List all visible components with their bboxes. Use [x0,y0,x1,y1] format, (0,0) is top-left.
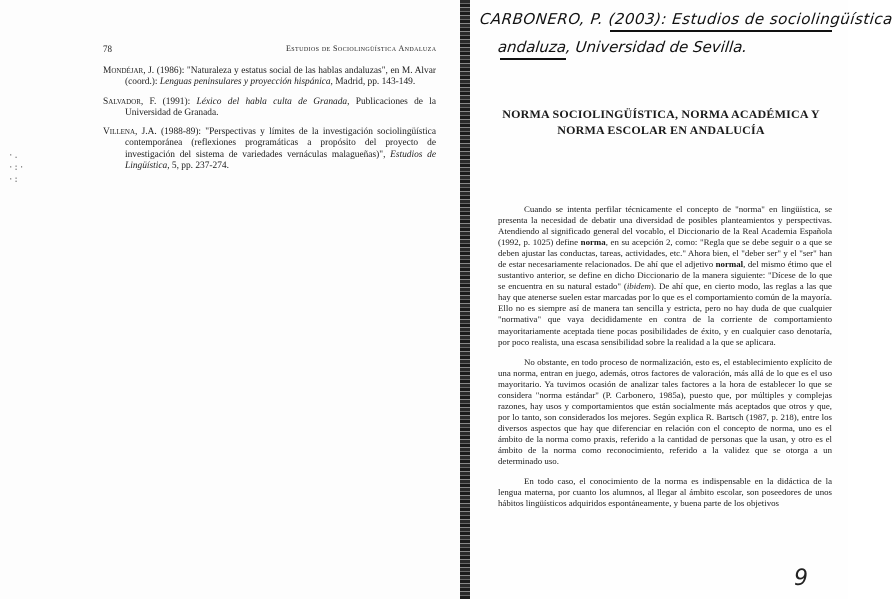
reference-text: , Madrid, pp. 143-149. [330,77,416,88]
chapter-title-line: NORMA ESCOLAR EN ANDALUCÍA [557,123,765,137]
paragraph-text: , en su acepción 2, como: "Regla que se debe seguir o a que se deben ajustar las conductas, tareas, actividades, etc." Ahora bien, el "deber ser" y el "ser" han de estar necesariamente relacionados. De ahí que el adjetivo [498,237,832,270]
handwritten-citation-line-2: andaluza, Universidad de Sevilla. [497,38,749,56]
margin-mark: ·:· [8,163,25,173]
reference-author: Villena, J.A. [103,127,157,138]
running-head: Estudios de Sociolingüística Andaluza [286,44,437,53]
margin-mark: ·. [8,151,19,161]
handwritten-page-mark: 9 [794,566,808,591]
reference-author: Mondéjar, J. [103,66,155,76]
references-list [103,66,436,180]
handwritten-underline [500,58,566,60]
right-page [470,0,894,599]
paragraph: No obstante, en todo proceso de normalización, esto es, el establecimiento explícito de una norma, entran en juego, además, otros factores de valoración, más allá de lo que es el uso mayoritario. Ya tuvimos ocasión de analizar tales factores a la hora de establecer lo que se considera "norma estándar" (P. Carbonero, 1985a), puesto que, por múltiples y complejas razones, hay usos y comportamientos que están socialmente más aceptados que otros y que, por lo tanto, son considerados los mejores. Según explica R. Bartsch (1987, p. 218), entre los diversos aspectos que hay que diferenciar en relación con el concepto de norma, uno es el ámbito de la norma como praxis, referido a la cantidad de personas que la usan, y otro es el ámbito de la norma como reconocimiento, referido a la validez que se otorga a un determinado uso. [498,356,832,467]
paragraph-text: ). De ahí que, en cierto modo, las reglas a las que hay que atenerse suelen estar marcadas por lo que es el comportamiento común de la mayoría. Ello no es siempre así de manera tan sencilla y estricta, pero no hay duda de que cualquier "normativa" que vaya decididamente en contra de la corriente de comportamiento mayoritariamente aceptada tiene pocas posibilidades de éxito, y en cualquier caso denotaría, por poco realista, una escasa sensibilidad sobre la realidad a la que se aplicara. [498,281,832,347]
italic-term: ibidem [626,281,651,292]
paragraph-text: , del mismo étimo que el sustantivo anterior, se define en dicho Diccionario de la manera siguiente: "Dícese de lo que se encuentra en su natural estado" ( [498,259,832,292]
reference-title: Lenguas peninsulares y proyección hispánica [159,77,331,88]
bold-term: normal [715,259,744,270]
page-number: 78 [103,44,112,54]
margin-marks [8,150,38,210]
reference-title: Estudios de Lingüística [125,149,436,172]
paragraph-text: Cuando se intenta perfilar técnicamente el concepto de "norma" en lingüística, se presenta la necesidad de debatir una diversidad de posibles planteamientos y perspectivas. Atendiendo al significado general del vocablo, el Diccionario de la Real Academia Española (1992, p. 1025) define [498,204,832,248]
handwritten-underline [610,30,832,32]
body-text [498,204,832,509]
reference-item [103,97,436,120]
reference-title: Léxico del habla culta de Granada [196,96,348,107]
reference-text: , 5, pp. 237-274. [167,161,229,172]
reference-text: (1991): [156,96,197,107]
bold-term: norma [580,237,606,248]
reference-text: , Publicaciones de la Universidad de Granada. [125,96,436,118]
reference-text: (1986): "Naturaleza y estatus social de las hablas andaluzas", en M. Alvar (coord.): [125,66,436,88]
handwritten-citation-line-1: CARBONERO, P. (2003): Estudios de sociolingüística [479,10,894,28]
reference-item [103,66,436,89]
paragraph [498,204,832,348]
reference-text: (1988-89): "Perspectivas y límites de la investigación sociolingüística contemporánea (reflexiones programáticas a propósito del proyecto de investigación del sistema de variedades vernáculas malagueñas)", [125,127,436,160]
reference-item [103,127,436,172]
reference-author: Salvador, F. [103,96,157,107]
margin-mark: ·: [8,175,19,185]
chapter-title-line: NORMA SOCIOLINGÜÍSTICA, NORMA ACADÉMICA Y [502,107,820,121]
book-spine [460,0,470,599]
paragraph: En todo caso, el conocimiento de la norma es indispensable en la didáctica de la lengua materna, por cuanto los alumnos, al llegar al ámbito escolar, son poseedores de unos hábitos lingüísticos adquiridos espontáneamente, y buena parte de los objetivos [498,476,832,509]
chapter-title [488,106,834,138]
